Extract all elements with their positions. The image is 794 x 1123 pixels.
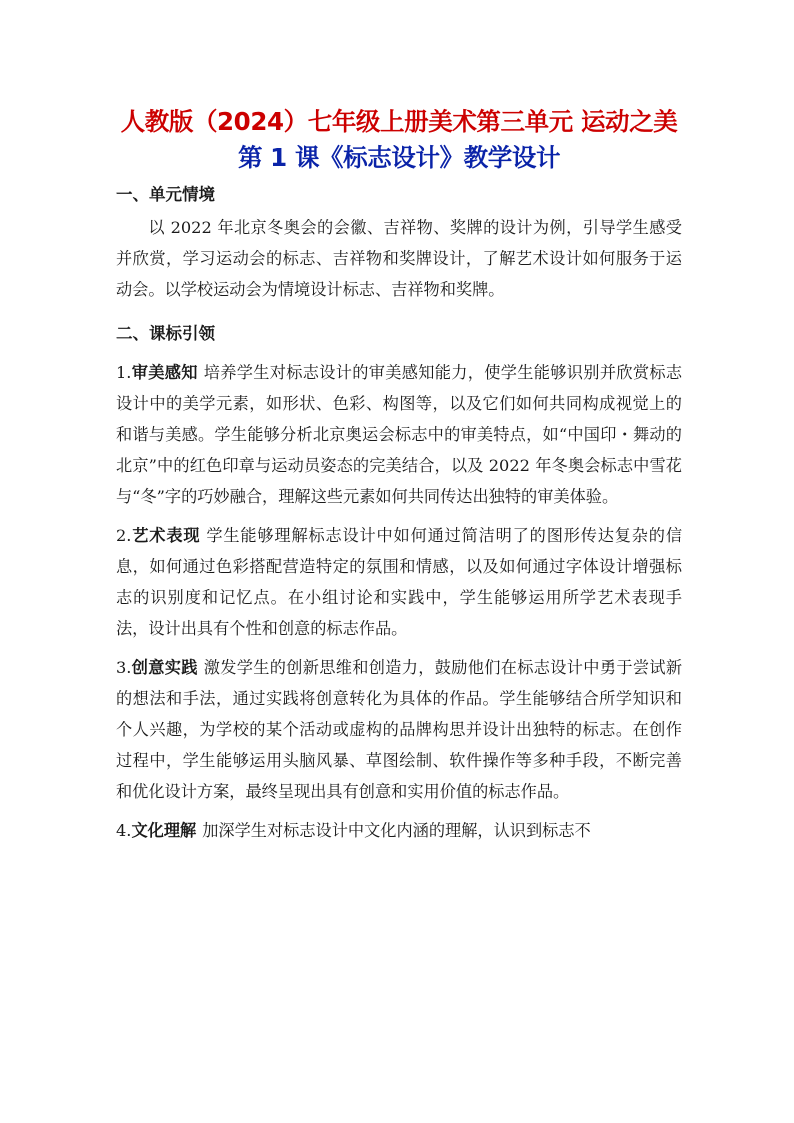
document-content (116, 104, 682, 854)
item-label: 艺术表现 (131, 526, 201, 545)
standard-item-aesthetic-perception (116, 357, 682, 512)
item-number: 2. (116, 526, 132, 545)
item-label: 文化理解 (131, 821, 197, 840)
section-heading-curriculum-standards: 二、课标引领 (116, 324, 215, 343)
standard-item-cultural-understanding (116, 815, 682, 846)
item-label: 审美感知 (131, 363, 198, 382)
document-title-line-2: 第 1 课《标志设计》教学设计 (237, 143, 561, 172)
item-number: 1. (116, 363, 132, 382)
section-heading-unit-context: 一、单元情境 (116, 185, 215, 204)
item-number: 3. (116, 658, 132, 677)
standard-item-artistic-expression (116, 520, 682, 644)
document-title-line-1: 人教版（2024）七年级上册美术第三单元 运动之美 (120, 107, 678, 136)
standard-item-creative-practice (116, 652, 682, 807)
item-label: 创意实践 (131, 658, 198, 677)
item-text: 培养学生对标志设计的审美感知能力，使学生能够识别并欣赏标志设计中的美学元素，如形状、色彩、构图等，以及它们如何共同构成视觉上的和谐与美感。学生能够分析北京奥运会标志中的审美特点，如“中国印・舞动的北京”中的红色印章与运动员姿态的完美结合，以及 2022 年冬奥会标志中雪花与“冬”字的巧妙融合，理解这些元素如何共同传达出独特的审美体验。 (116, 363, 683, 506)
item-text: 激发学生的创新思维和创造力，鼓励他们在标志设计中勇于尝试新的想法和手法，通过实践将创意转化为具体的作品。学生能够结合所学知识和个人兴趣，为学校的某个活动或虚构的品牌构思并设计出独特的标志。在创作过程中，学生能够运用头脑风暴、草图绘制、软件操作等多种手段，不断完善和优化设计方案，最终呈现出具有创意和实用价值的标志作品。 (116, 658, 683, 801)
item-number: 4. (116, 821, 132, 840)
item-text: 学生能够理解标志设计中如何通过简洁明了的图形传达复杂的信息，如何通过色彩搭配营造特定的氛围和情感，以及如何通过字体设计增强标志的识别度和记忆点。在小组讨论和实践中，学生能够运用所学艺术表现手法，设计出具有个性和创意的标志作品。 (116, 526, 683, 638)
unit-context-paragraph: 以 2022 年北京冬奥会的会徽、吉祥物、奖牌的设计为例，引导学生感受并欣赏，学习运动会的标志、吉祥物和奖牌设计，了解艺术设计如何服务于运动会。以学校运动会为情境设计标志、吉祥物和奖牌。 (116, 218, 682, 299)
item-text: 加深学生对标志设计中文化内涵的理解，认识到标志不 (202, 821, 591, 840)
